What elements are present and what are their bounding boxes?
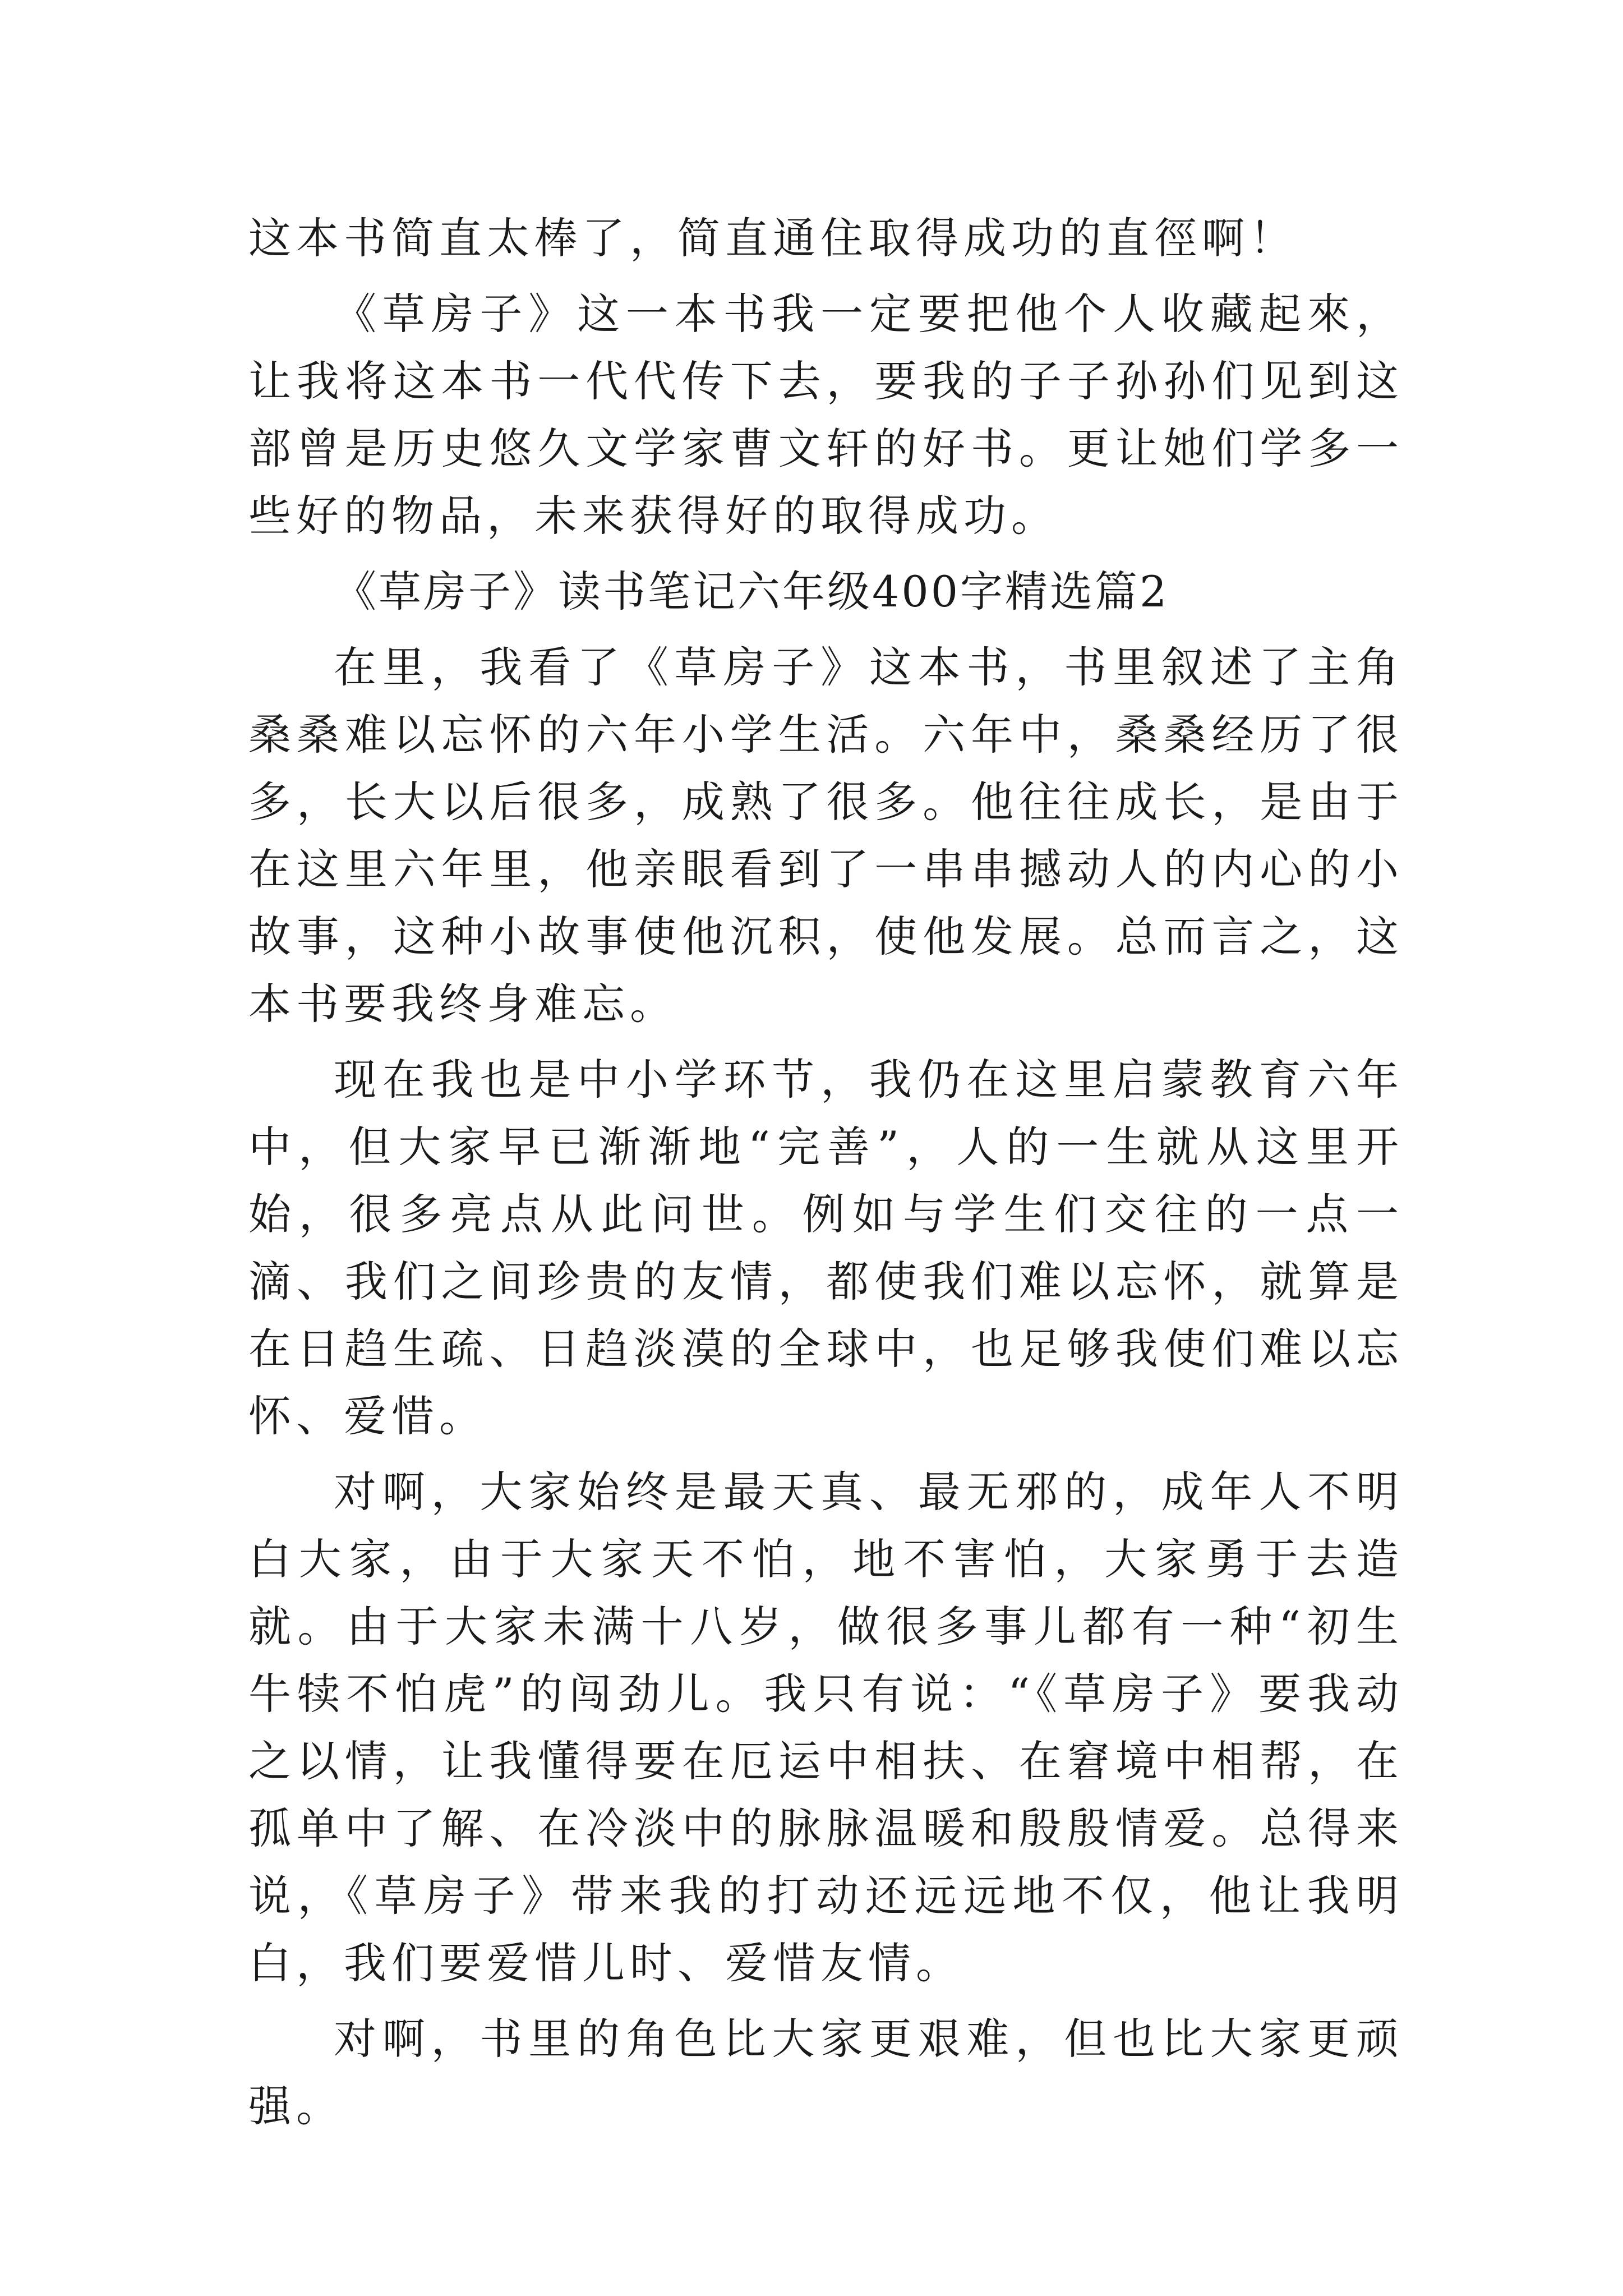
paragraph-collection: 《草房子》这一本书我一定要把他个人收藏起來，让我将这本书一代代传下去，要我的子子孙孙们见到这部曾是历史悠久文学家曹文轩的好书。更让她们学多一些好的物品，未来获得好的取得成功。	[248, 289, 1404, 541]
document-body	[248, 205, 1404, 2148]
paragraph-summary: 在里，我看了《草房子》这本书，书里叙述了主角桑桑难以忘怀的六年小学生活。六年中，桑桑经历了很多，长大以后很多，成熟了很多。他往往成长，是由于在这里六年里，他亲眼看到了一串串撼动人的内心的小故事，这种小故事使他沉积，使他发展。总而言之，这本书要我终身难忘。	[248, 642, 1404, 1029]
section-heading: 《草房子》读书笔记六年级400字精选篇2	[334, 567, 1169, 616]
paragraph-reflection: 对啊，大家始终是最天真、最无邪的，成年人不明白大家，由于大家天不怕，地不害怕，大家勇于去造就。由于大家未满十八岁，做很多事儿都有一种“初生牛犊不怕虎”的闯劲儿。我只有说：“《草房子》要我动之以情，让我懂得要在厄运中相扶、在窘境中相帮，在孤单中了解、在冷淡中的脉脉温暖和殷殷情爱。总得来说，《草房子》带来我的打动还远远地不仅，他让我明白，我们要爱惜儿时、爱惜友情。	[248, 1467, 1404, 1988]
paragraph-continuation: 这本书简直太棒了，简直通住取得成功的直徑啊！	[248, 213, 1297, 263]
paragraph-closing: 对啊，书里的角色比大家更艰难，但也比大家更顽强。	[248, 2014, 1404, 2131]
paragraph-school-life: 现在我也是中小学环节，我仍在这里启蒙教育六年中，但大家早已渐渐地“完善”，人的一生就从这里开始，很多亮点从此问世。例如与学生们交往的一点一滴、我们之间珍贵的友情，都使我们难以忘怀，就算是在日趋生疏、日趋淡漠的全球中，也足够我使们难以忘怀、爱惜。	[248, 1055, 1404, 1441]
